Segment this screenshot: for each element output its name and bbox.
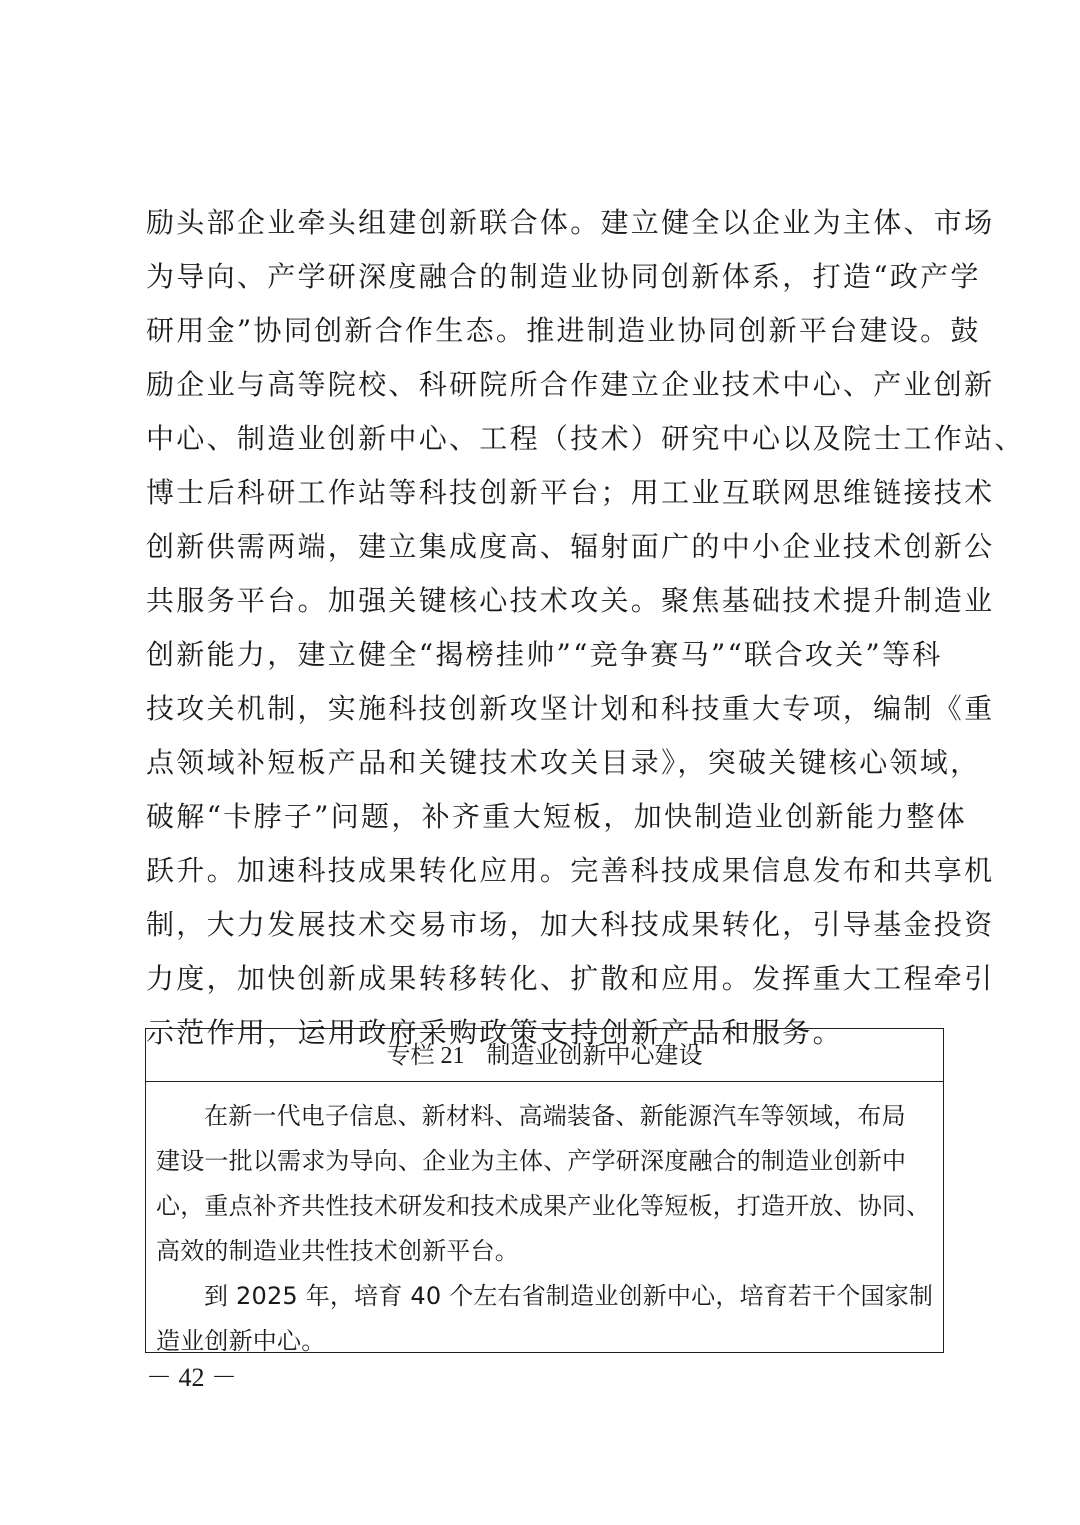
page-number: － 42 －	[146, 1363, 238, 1392]
body-line: 励企业与高等院校、科研院所合作建立企业技术中心、产业创新	[146, 368, 995, 401]
body-line: 示范作用，运用政府采购政策支持创新产品和服务。	[146, 1016, 843, 1049]
body-line: 破解“卡脖子”问题，补齐重大短板，加快制造业创新能力整体	[146, 800, 968, 833]
column-box-line: 到 2025 年，培育 40 个左右省制造业创新中心，培育若干个国家制	[204, 1282, 934, 1310]
body-line: 励头部企业牵头组建创新联合体。建立健全以企业为主体、市场	[146, 206, 995, 239]
body-line: 博士后科研工作站等科技创新平台；用工业互联网思维链接技术	[146, 476, 995, 509]
column-box-title	[146, 1029, 943, 1082]
column-box-line: 心，重点补齐共性技术研发和技术成果产业化等短板，打造开放、协同、	[156, 1192, 931, 1220]
column-box-heading: 制造业创新中心建设	[486, 1041, 703, 1069]
body-line: 中心、制造业创新中心、工程（技术）研究中心以及院士工作站、	[146, 422, 1025, 455]
body-line: 创新能力，建立健全“揭榜挂帅”“竞争赛马”“联合攻关”等科	[146, 638, 943, 671]
body-line: 共服务平台。加强关键核心技术攻关。聚焦基础技术提升制造业	[146, 584, 995, 617]
body-line: 力度，加快创新成果转移转化、扩散和应用。发挥重大工程牵引	[146, 962, 995, 995]
body-line: 研用金”协同创新合作生态。推进制造业协同创新平台建设。鼓	[146, 314, 981, 347]
column-box	[145, 1028, 944, 1353]
column-box-body	[146, 1082, 943, 1364]
column-box-line: 建设一批以需求为导向、企业为主体、产学研深度融合的制造业创新中	[156, 1147, 907, 1175]
column-box-number: 专栏 21	[386, 1043, 465, 1069]
body-line: 技攻关机制，实施科技创新攻坚计划和科技重大专项，编制《重	[146, 692, 995, 725]
body-line: 制，大力发展技术交易市场，加大科技成果转化，引导基金投资	[146, 908, 995, 941]
body-line: 创新供需两端，建立集成度高、辐射面广的中小企业技术创新公	[146, 530, 995, 563]
column-box-line: 在新一代电子信息、新材料、高端装备、新能源汽车等领域，布局	[204, 1102, 906, 1130]
body-line: 点领域补短板产品和关键技术攻关目录》，突破关键核心领域，	[146, 746, 981, 779]
column-box-line: 造业创新中心。	[156, 1327, 326, 1355]
column-box-line: 高效的制造业共性技术创新平台。	[156, 1237, 519, 1265]
body-text	[146, 196, 1025, 1060]
body-line: 跃升。加速科技成果转化应用。完善科技成果信息发布和共享机	[146, 854, 995, 887]
body-line: 为导向、产学研深度融合的制造业协同创新体系，打造“政产学	[146, 260, 981, 293]
